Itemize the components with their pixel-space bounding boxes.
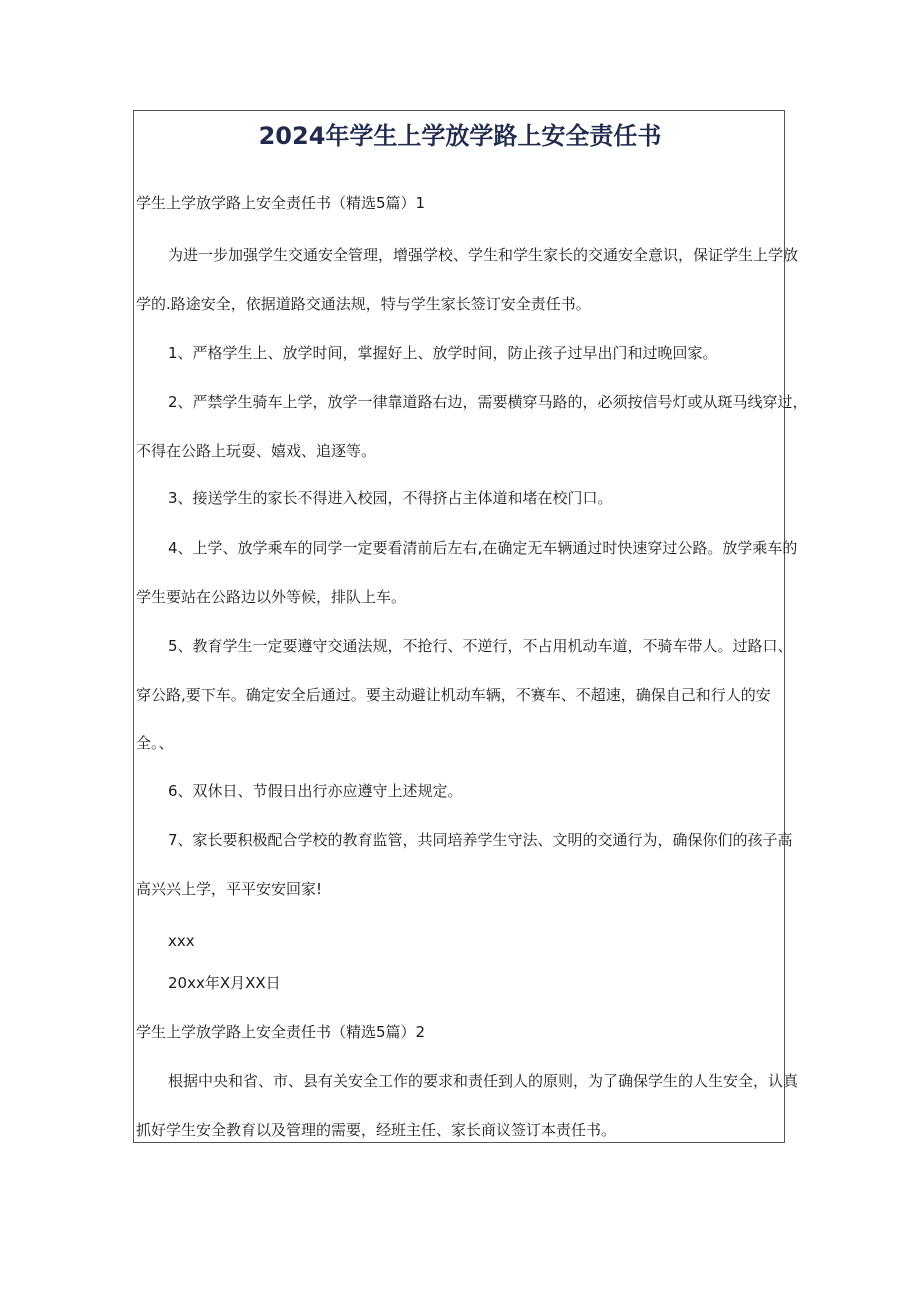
rule-item-5-line-1: 5、教育学生一定要遵守交通法规，不抢行、不逆行，不占用机动车道，不骑车带人。过路口、 bbox=[168, 637, 793, 655]
section2-paragraph-line-2: 抓好学生安全教育以及管理的需要，经班主任、家长商议签订本责任书。 bbox=[136, 1121, 617, 1139]
rule-item-4-line-2: 学生要站在公路边以外等候，排队上车。 bbox=[136, 588, 407, 606]
rule-item-5-line-3: 全。、 bbox=[136, 734, 174, 752]
document-title: 2024年学生上学放学路上安全责任书 bbox=[258, 122, 662, 150]
rule-item-1: 1、严格学生上、放学时间，掌握好上、放学时间，防止孩子过早出门和过晚回家。 bbox=[168, 344, 718, 362]
rule-item-6: 6、双休日、节假日出行亦应遵守上述规定。 bbox=[168, 782, 463, 800]
signature-date: 20xx年X月XX日 bbox=[168, 974, 281, 992]
rule-item-3: 3、接送学生的家长不得进入校园，不得挤占主体道和堵在校门口。 bbox=[168, 489, 613, 507]
intro-paragraph-line-2: 学的.路途安全，依据道路交通法规，特与学生家长签订安全责任书。 bbox=[136, 295, 591, 313]
intro-paragraph-line-1: 为进一步加强学生交通安全管理，增强学校、学生和学生家长的交通安全意识，保证学生上学放 bbox=[168, 246, 799, 264]
rule-item-7-line-1: 7、家长要积极配合学校的教育监管，共同培养学生守法、文明的交通行为，确保你们的孩子高 bbox=[168, 831, 793, 849]
signature-name: xxx bbox=[168, 932, 195, 950]
section2-paragraph-line-1: 根据中央和省、市、县有关安全工作的要求和责任到人的原则，为了确保学生的人生安全，认真 bbox=[168, 1072, 799, 1090]
rule-item-4-line-1: 4、上学、放学乘车的同学一定要看清前后左右,在确定无车辆通过时快速穿过公路。放学乘车的 bbox=[168, 539, 798, 557]
rule-item-2-line-2: 不得在公路上玩耍、嬉戏、追逐等。 bbox=[136, 442, 377, 460]
section1-heading: 学生上学放学路上安全责任书（精选5篇）1 bbox=[136, 194, 426, 212]
rule-item-7-line-2: 高兴兴上学，平平安安回家! bbox=[136, 880, 323, 898]
section2-heading: 学生上学放学路上安全责任书（精选5篇）2 bbox=[136, 1023, 426, 1041]
rule-item-2-line-1: 2、严禁学生骑车上学，放学一律靠道路右边，需要横穿马路的，必须按信号灯或从斑马线穿过， bbox=[168, 393, 808, 411]
rule-item-5-line-2: 穿公路,要下车。确定安全后通过。要主动避让机动车辆，不赛车、不超速，确保自己和行人的安 bbox=[136, 686, 771, 704]
